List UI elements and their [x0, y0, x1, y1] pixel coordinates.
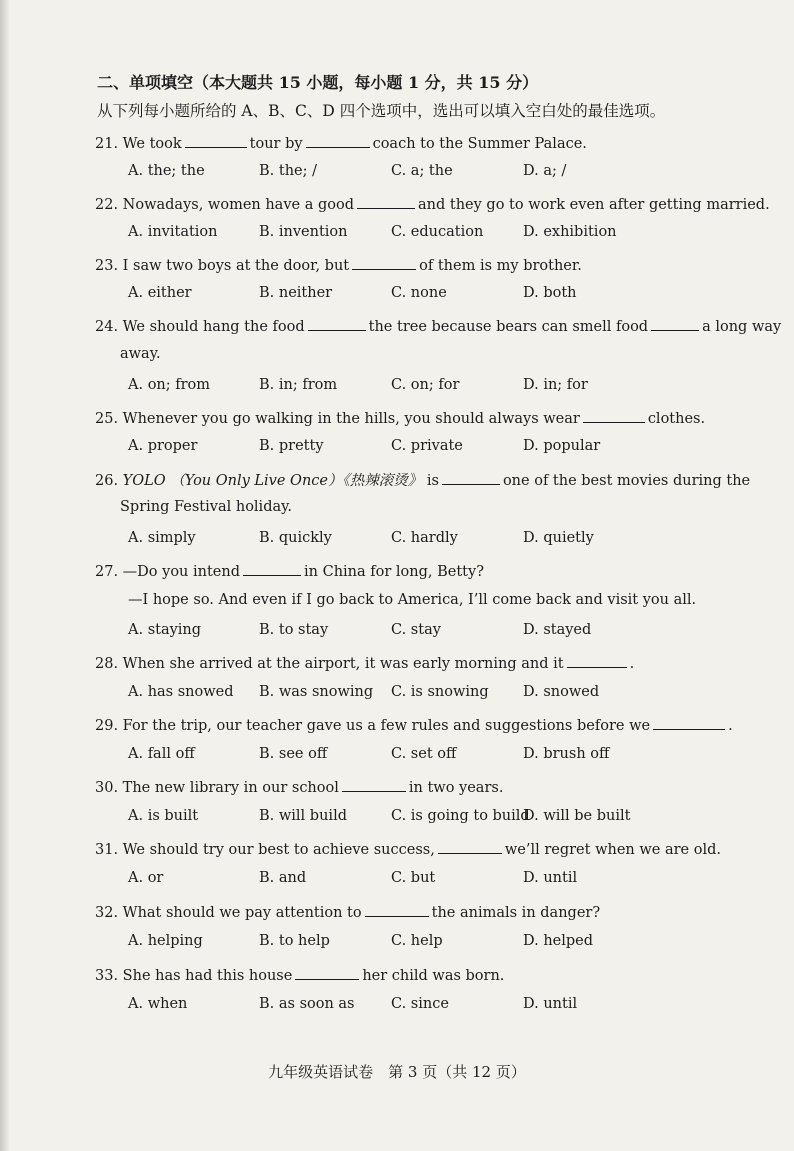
option-b: B. quickly [259, 530, 332, 546]
option-c: C. education [391, 224, 484, 240]
option-d: D. until [523, 870, 578, 886]
question-25: 25. Whenever you go walking in the hills, you should always wear clothes. [95, 408, 705, 427]
section-instruction: 从下列每小题所给的 A、B、C、D 四个选项中，选出可以填入空白处的最佳选项。 [97, 102, 666, 120]
option-d: D. a; / [523, 163, 567, 179]
option-c: C. on; for [391, 377, 460, 393]
option-c: C. private [391, 438, 463, 454]
answer-blank [306, 133, 370, 148]
option-a: A. fall off [128, 746, 195, 762]
option-a: A. either [128, 285, 192, 301]
option-a: A. or [128, 870, 164, 886]
option-b: B. the; / [259, 163, 317, 179]
option-b: B. invention [259, 224, 348, 240]
option-b: B. was snowing [259, 684, 374, 700]
option-d: D. brush off [523, 746, 610, 762]
answer-blank [653, 715, 725, 730]
option-c: C. since [391, 996, 449, 1012]
option-a: A. the; the [128, 163, 205, 179]
question-33: 33. She has had this house her child was born. [95, 965, 504, 984]
question-22: 22. Nowadays, women have a good and they go to work even after getting married. [95, 194, 770, 213]
answer-blank [567, 653, 627, 668]
option-c: C. set off [391, 746, 457, 762]
question-26: 26. YOLO （You Only Live Once）《热辣滚烫》 is one of the best movies during the [95, 469, 750, 490]
option-b: B. see off [259, 746, 328, 762]
option-b: B. pretty [259, 438, 324, 454]
answer-blank [365, 902, 429, 917]
option-d: D. will be built [523, 808, 631, 824]
option-d: D. both [523, 285, 577, 301]
page-footer: 九年级英语试卷 第 3 页（共 12 页） [268, 1063, 526, 1081]
option-c: C. but [391, 870, 436, 886]
option-b: B. in; from [259, 377, 338, 393]
option-d: D. snowed [523, 684, 600, 700]
question-27-reply: —I hope so. And even if I go back to America, I’ll come back and visit you all. [128, 592, 697, 608]
answer-blank [438, 839, 502, 854]
question-23: 23. I saw two boys at the door, but of them is my brother. [95, 255, 582, 274]
section-title: 二、单项填空（本大题共 15 小题，每小题 1 分，共 15 分） [97, 73, 539, 92]
option-d: D. exhibition [523, 224, 617, 240]
binding-edge [0, 0, 10, 1151]
option-a: A. staying [128, 622, 202, 638]
option-a: A. invitation [128, 224, 218, 240]
option-d: D. popular [523, 438, 601, 454]
option-a: A. on; from [128, 377, 211, 393]
question-21: 21. We took tour by coach to the Summer Palace. [95, 133, 587, 152]
answer-blank [352, 255, 416, 270]
question-32: 32. What should we pay attention to the animals in danger? [95, 902, 600, 921]
option-b: B. will build [259, 808, 347, 824]
movie-title: YOLO （You Only Live Once）《热辣滚烫》 [122, 473, 423, 489]
option-d: D. stayed [523, 622, 592, 638]
answer-blank [243, 561, 301, 576]
option-a: A. when [128, 996, 188, 1012]
option-d: D. until [523, 996, 578, 1012]
option-c: C. stay [391, 622, 441, 638]
question-24-continuation: away. [120, 346, 161, 362]
answer-blank [308, 316, 366, 331]
option-d: D. in; for [523, 377, 588, 393]
question-24: 24. We should hang the food the tree because bears can smell food a long way [95, 316, 781, 335]
question-30: 30. The new library in our school in two years. [95, 777, 503, 796]
option-d: D. quietly [523, 530, 594, 546]
option-c: C. is going to build [391, 808, 530, 824]
option-c: C. is snowing [391, 684, 489, 700]
answer-blank [651, 316, 699, 331]
answer-blank [583, 408, 645, 423]
option-a: A. proper [128, 438, 198, 454]
answer-blank [342, 777, 406, 792]
option-b: B. neither [259, 285, 333, 301]
option-b: B. to help [259, 933, 330, 949]
question-26-continuation: Spring Festival holiday. [120, 499, 292, 515]
question-28: 28. When she arrived at the airport, it was early morning and it . [95, 653, 634, 672]
option-c: C. help [391, 933, 443, 949]
option-d: D. helped [523, 933, 594, 949]
answer-blank [357, 194, 415, 209]
answer-blank [295, 965, 359, 980]
option-b: B. to stay [259, 622, 329, 638]
option-c: C. none [391, 285, 447, 301]
option-b: B. as soon as [259, 996, 355, 1012]
answer-blank [185, 133, 247, 148]
answer-blank [442, 470, 500, 485]
option-a: A. is built [128, 808, 199, 824]
option-a: A. has snowed [128, 684, 234, 700]
question-27: 27. —Do you intend in China for long, Betty? [95, 561, 484, 580]
option-a: A. simply [128, 530, 196, 546]
option-a: A. helping [128, 933, 203, 949]
option-b: B. and [259, 870, 307, 886]
question-31: 31. We should try our best to achieve success, we’ll regret when we are old. [95, 839, 721, 858]
question-29: 29. For the trip, our teacher gave us a few rules and suggestions before we . [95, 715, 733, 734]
option-c: C. a; the [391, 163, 453, 179]
option-c: C. hardly [391, 530, 458, 546]
